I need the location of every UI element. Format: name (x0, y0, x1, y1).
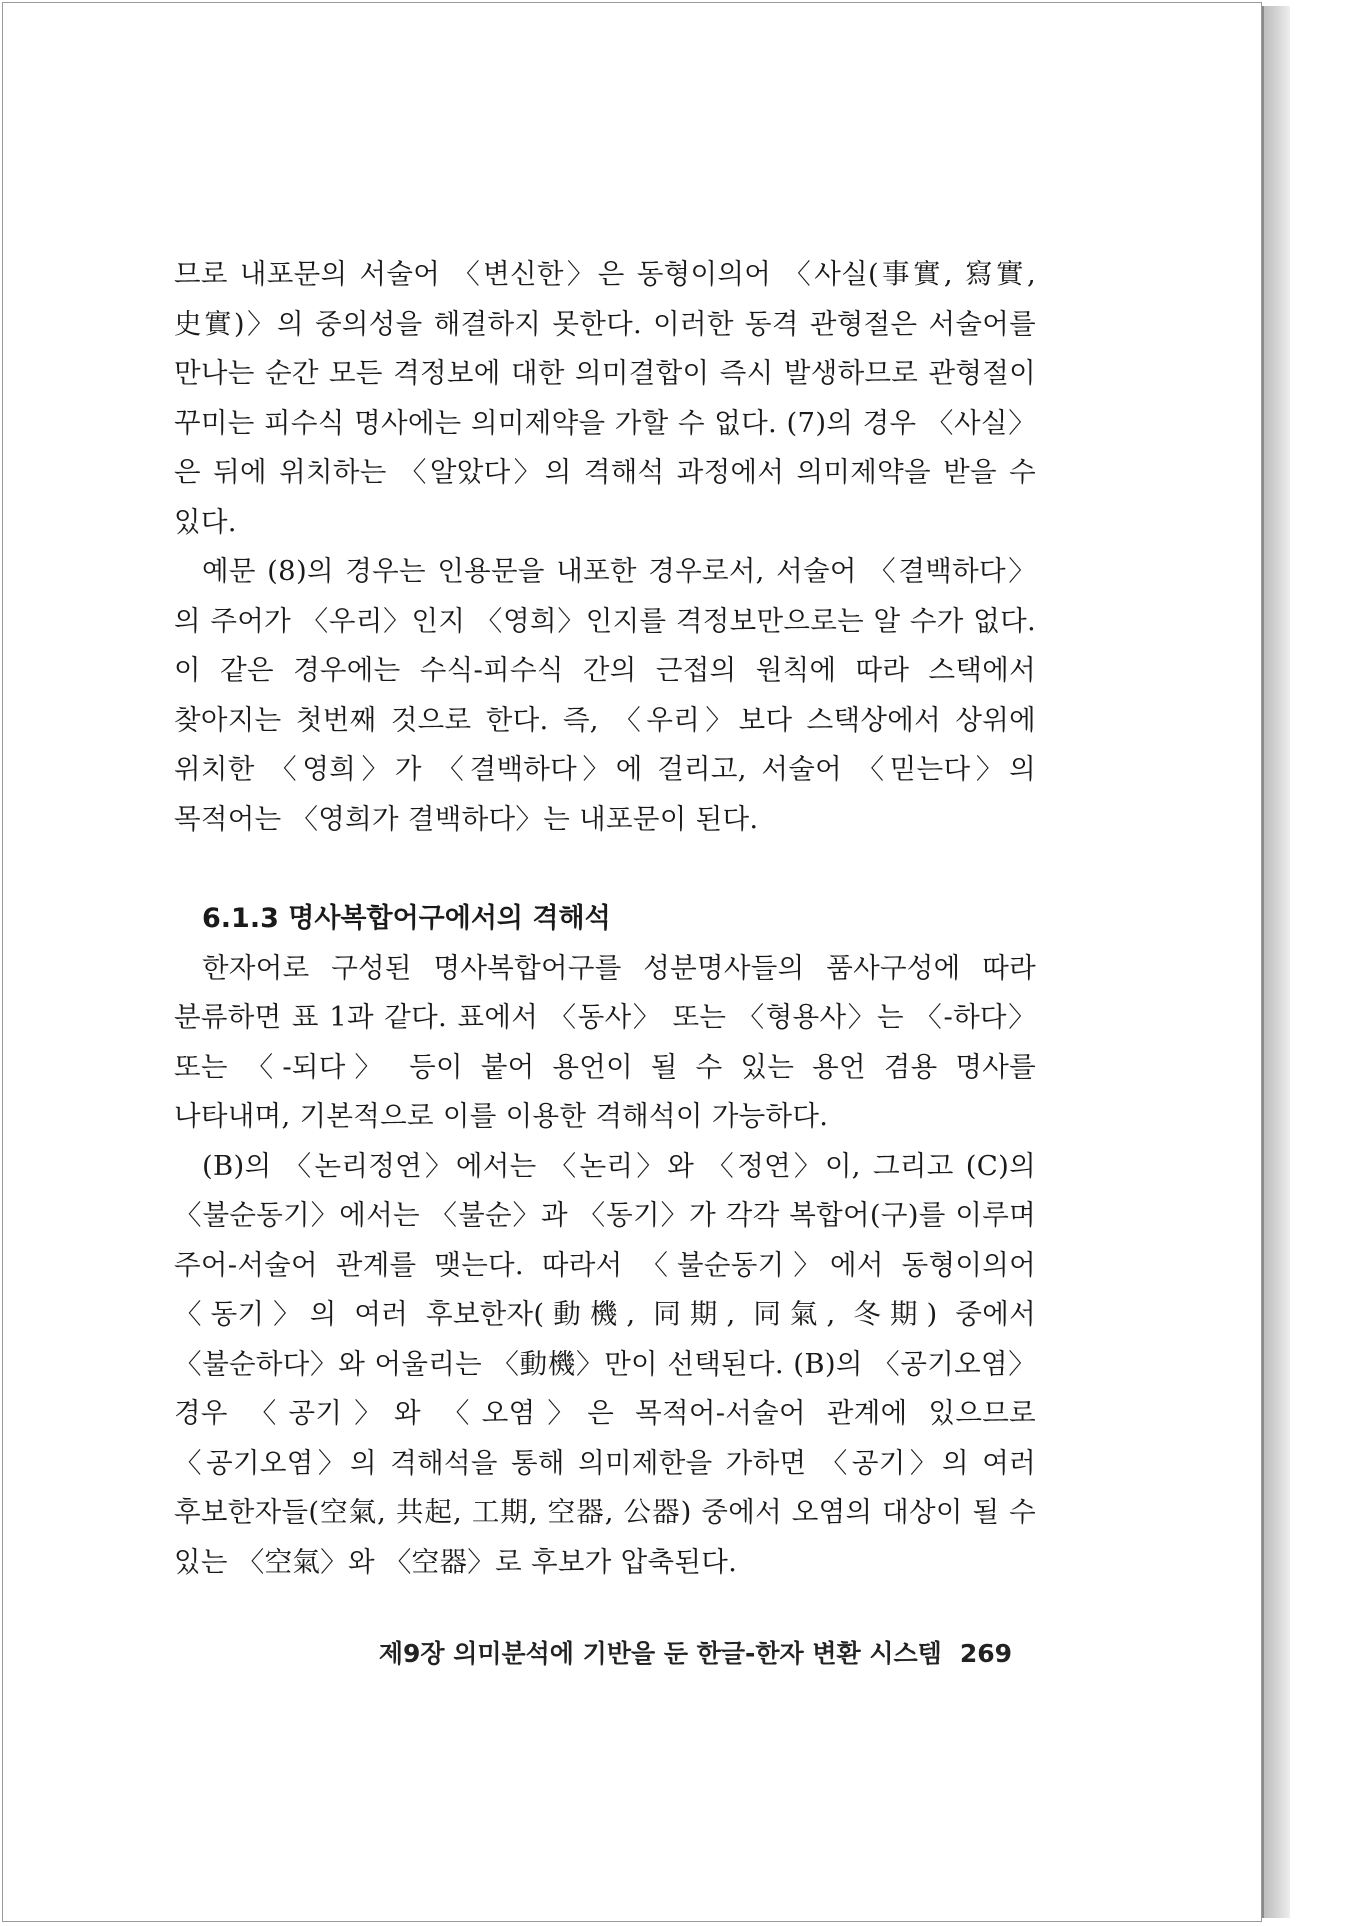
section-heading: 6.1.3 명사복합어구에서의 격해석 (202, 903, 611, 934)
page-footer (174, 1634, 1012, 1670)
page-number: 269 (959, 1639, 1012, 1668)
running-title: 제9장 의미분석에 기반을 둔 한글-한자 변환 시스템 (378, 1639, 942, 1668)
paragraph-continued: 므로 내포문의 서술어 〈변신한〉은 동형이의어 〈사실(事實, 寫實, 史實)〉의 중의성을 해결하지 못한다. 이러한 동격 관형절은 서술어를 만나는 순간 모든 격정보에 대한 의미결합이 즉시 발생하므로 관형절이 꾸미는 피수식 명사에는 의미제약을 가할 수 없다. (7)의 경우 〈사실〉은 뒤에 위치하는 〈알았다〉의 격해석 과정에서 의미제약을 받을 수 있다. (174, 258, 1036, 538)
page-body (174, 250, 1036, 1587)
page-curl-edge (1262, 6, 1290, 1918)
paragraph-classification: 한자어로 구성된 명사복합어구를 성분명사들의 품사구성에 따라 분류하면 표 1과 같다. 표에서 〈동사〉 또는 〈형용사〉는 〈-하다〉 또는 〈-되다〉 등이 붙어 용언이 될 수 있는 용언 겸용 명사를 나타내며, 기본적으로 이를 이용한 격해석이 가능하다. (174, 951, 1036, 1132)
paragraph-case-analysis: (B)의 〈논리정연〉에서는 〈논리〉와 〈정연〉이, 그리고 (C)의 〈불순동기〉에서는 〈불순〉과 〈동기〉가 각각 복합어(구)를 이루며 주어-서술어 관계를 맺는다. 따라서 〈불순동기〉에서 동형이의어 〈동기〉의 여러 후보한자(動機, 同期, 同氣, 冬期) 중에서 〈불순하다〉와 어울리는 〈動機〉만이 선택된다. (B)의 〈공기오염〉 경우 〈공기〉와 〈오염〉은 목적어-서술어 관계에 있으므로 〈공기오염〉의 격해석을 통해 의미제한을 가하면 〈공기〉의 여러 후보한자들(空氣, 共起, 工期, 空器, 公器) 중에서 오염의 대상이 될 수 있는 〈空氣〉와 〈空器〉로 후보가 압축된다. (174, 1149, 1036, 1578)
paragraph-example-8: 예문 (8)의 경우는 인용문을 내포한 경우로서, 서술어 〈결백하다〉의 주어가 〈우리〉인지 〈영희〉인지를 격정보만으로는 알 수가 없다. 이 같은 경우에는 수식-피수식 간의 근접의 원칙에 따라 스택에서 찾아지는 첫번째 것으로 한다. 즉, 〈우리〉보다 스택상에서 상위에 위치한 〈영희〉가 〈결백하다〉에 걸리고, 서술어 〈믿는다〉의 목적어는 〈영희가 결백하다〉는 내포문이 된다. (174, 555, 1036, 835)
